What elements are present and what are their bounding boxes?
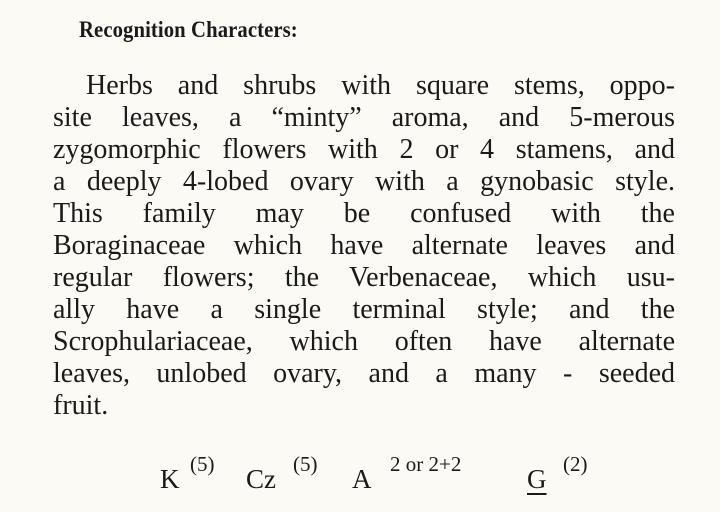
paragraph-line: Herbs and shrubs with square stems, oppo- [86, 70, 675, 101]
paragraph-line: site leaves, a “minty” aroma, and 5-merous [53, 102, 675, 133]
paragraph-line: zygomorphic flowers with 2 or 4 stamens, and [53, 134, 675, 165]
formula-gynoecium-symbol: G [527, 464, 547, 494]
floral-formula [0, 452, 720, 502]
formula-androecium-symbol: A [352, 464, 372, 494]
formula-androecium-count: 2 or 2+2 [390, 452, 462, 476]
formula-gynoecium-count: (2) [563, 452, 588, 476]
paragraph-line: Boraginaceae which have alternate leaves and [53, 230, 675, 261]
formula-corolla-symbol: Cz [246, 464, 276, 494]
paragraph-line: This family may be confused with the [53, 198, 675, 229]
paragraph-line: ally have a single terminal style; and the [53, 294, 675, 325]
paragraph-line: fruit. [53, 390, 109, 421]
section-heading: Recognition Characters: [79, 17, 298, 42]
paragraph-line: regular flowers; the Verbenaceae, which usu- [53, 262, 675, 293]
paragraph-line: leaves, unlobed ovary, and a many - seeded [53, 358, 675, 389]
formula-calyx-symbol: K [160, 464, 180, 494]
formula-calyx-count: (5) [190, 452, 215, 476]
paragraph-line: Scrophulariaceae, which often have alternate [53, 326, 675, 357]
paragraph-line: a deeply 4-lobed ovary with a gynobasic style. [53, 166, 675, 197]
formula-corolla-count: (5) [293, 452, 318, 476]
